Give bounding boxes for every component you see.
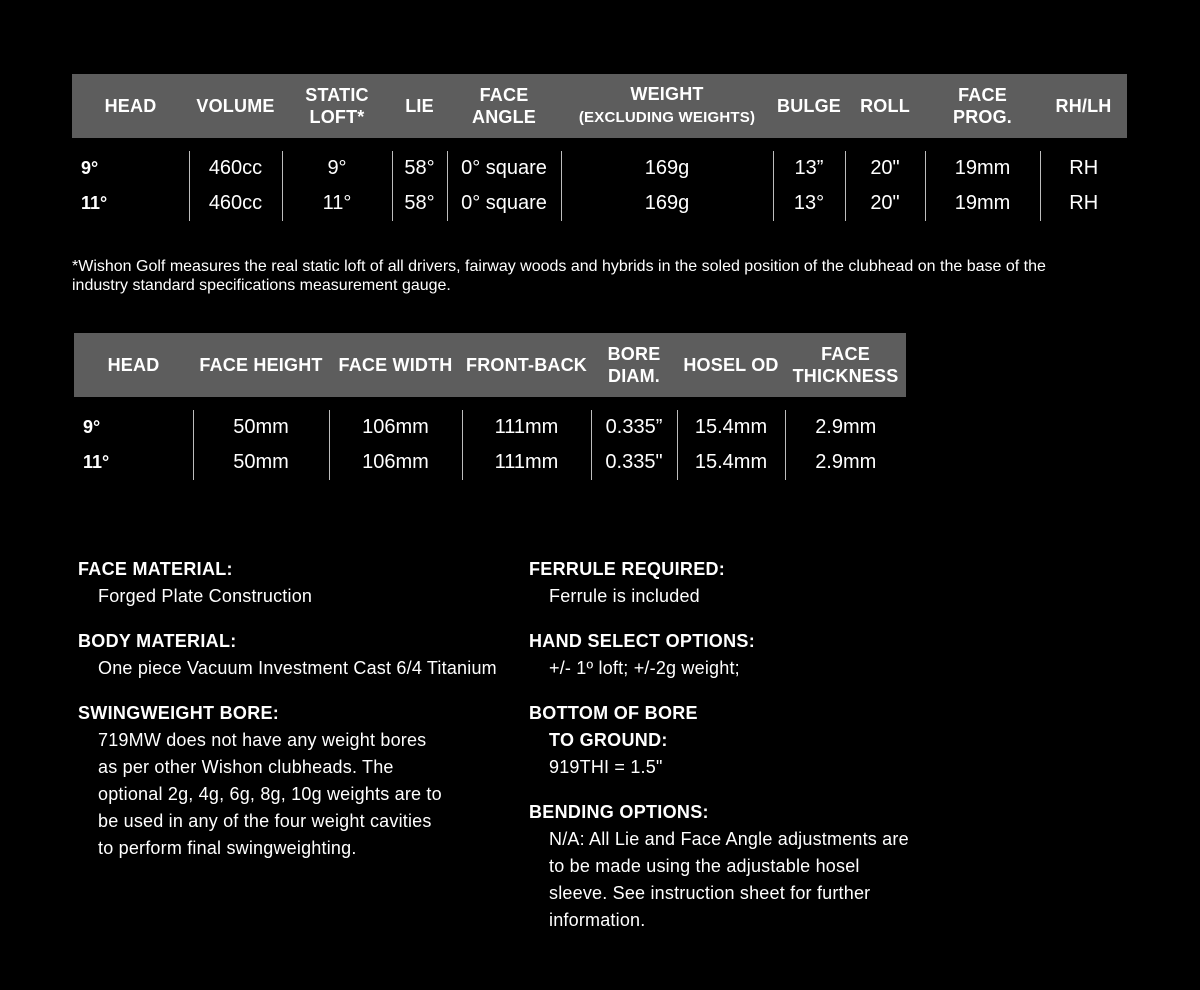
spec-title: BENDING OPTIONS: bbox=[529, 802, 709, 822]
header-face-width: FACE WIDTH bbox=[329, 333, 462, 397]
cell-face-angle: 0° square bbox=[447, 151, 561, 186]
spec-title: FACE MATERIAL: bbox=[78, 559, 233, 579]
spec-subtitle: TO GROUND: bbox=[549, 730, 668, 750]
cell-bulge: 13° bbox=[773, 186, 845, 221]
spec-body: One piece Vacuum Investment Cast 6/4 Titanium bbox=[98, 658, 497, 678]
cell-face-angle: 0° square bbox=[447, 186, 561, 221]
header-hosel-od: HOSEL OD bbox=[677, 333, 785, 397]
cell-head: 11° bbox=[83, 452, 110, 472]
header-face-height: FACE HEIGHT bbox=[193, 333, 329, 397]
cell-rh-lh: RH bbox=[1040, 151, 1127, 186]
cell-hosel-od: 15.4mm bbox=[677, 445, 785, 480]
cell-face-width: 106mm bbox=[329, 445, 462, 480]
table-header-row bbox=[74, 333, 906, 397]
spec-body: Forged Plate Construction bbox=[98, 586, 313, 606]
spec-ferrule-required bbox=[529, 556, 969, 610]
header-static-loft: STATIC LOFT* bbox=[282, 74, 392, 138]
spec-title: FERRULE REQUIRED: bbox=[529, 559, 726, 579]
cell-face-thickness: 2.9mm bbox=[785, 445, 906, 480]
header-volume: VOLUME bbox=[189, 74, 282, 138]
cell-bore-diameter: 0.335" bbox=[591, 445, 677, 480]
header-front-back: FRONT-BACK bbox=[462, 333, 591, 397]
spec-face-material bbox=[78, 556, 498, 610]
cell-volume: 460cc bbox=[189, 151, 282, 186]
spec-title: HAND SELECT OPTIONS: bbox=[529, 631, 756, 651]
cell-volume: 460cc bbox=[189, 186, 282, 221]
cell-bore-diameter: 0.335” bbox=[591, 410, 677, 445]
cell-roll: 20" bbox=[845, 186, 925, 221]
spec-body: 919THI = 1.5" bbox=[549, 757, 663, 777]
cell-face-width: 106mm bbox=[329, 410, 462, 445]
cell-face-height: 50mm bbox=[193, 445, 329, 480]
header-bore-diameter: BORE DIAM. bbox=[591, 333, 677, 397]
spec-title: BOTTOM OF BORE bbox=[529, 703, 698, 723]
header-face-progression: FACE PROG. bbox=[925, 74, 1040, 138]
cell-weight: 169g bbox=[561, 151, 773, 186]
header-bulge: BULGE bbox=[773, 74, 845, 138]
header-face-thickness: FACE THICKNESS bbox=[785, 333, 906, 397]
specs-column-right bbox=[529, 556, 969, 952]
cell-bulge: 13” bbox=[773, 151, 845, 186]
specs-column-left bbox=[78, 556, 498, 880]
cell-head: 9° bbox=[83, 417, 101, 437]
cell-weight: 169g bbox=[561, 186, 773, 221]
header-head: HEAD bbox=[74, 333, 193, 397]
spec-hand-select-options bbox=[529, 628, 969, 682]
cell-front-back: 111mm bbox=[462, 410, 591, 445]
header-weight: WEIGHT (EXCLUDING WEIGHTS) bbox=[561, 74, 773, 138]
spec-body: +/- 1º loft; +/-2g weight; bbox=[549, 658, 740, 678]
spec-title: BODY MATERIAL: bbox=[78, 631, 237, 651]
spec-body-material bbox=[78, 628, 498, 682]
spec-bending-options bbox=[529, 799, 969, 934]
cell-face-progression: 19mm bbox=[925, 151, 1040, 186]
spec-body: 719MW does not have any weight bores as per other Wishon clubheads. The optional 2g, 4g, 6g, 8g, 10g weights are to be used in any of the four weight cavities to perform final swingweighting. bbox=[98, 730, 442, 858]
specs-table-loft-lie bbox=[72, 74, 1127, 221]
spec-body: N/A: All Lie and Face Angle adjustments are to be made using the adjustable hosel sleeve. See instruction sheet for further information. bbox=[549, 829, 909, 930]
loft-footnote: *Wishon Golf measures the real static loft of all drivers, fairway woods and hybrids in the soled position of the clubhead on the base of the industry standard specifications measurement gauge. bbox=[72, 258, 1046, 294]
table-row bbox=[74, 445, 906, 480]
header-face-angle: FACE ANGLE bbox=[447, 74, 561, 138]
table-header-row bbox=[72, 74, 1127, 138]
cell-roll: 20" bbox=[845, 151, 925, 186]
table-row bbox=[72, 151, 1127, 186]
cell-lie: 58° bbox=[392, 151, 447, 186]
cell-static-loft: 9° bbox=[282, 151, 392, 186]
header-head: HEAD bbox=[72, 74, 189, 138]
cell-lie: 58° bbox=[392, 186, 447, 221]
cell-face-thickness: 2.9mm bbox=[785, 410, 906, 445]
cell-rh-lh: RH bbox=[1040, 186, 1127, 221]
spec-swingweight-bore bbox=[78, 700, 498, 862]
cell-head: 11° bbox=[81, 193, 108, 213]
cell-static-loft: 11° bbox=[282, 186, 392, 221]
cell-head: 9° bbox=[81, 158, 99, 178]
specs-table-dimensions bbox=[74, 333, 906, 480]
cell-face-progression: 19mm bbox=[925, 186, 1040, 221]
spec-bottom-of-bore bbox=[529, 700, 969, 781]
cell-hosel-od: 15.4mm bbox=[677, 410, 785, 445]
table-row bbox=[74, 410, 906, 445]
table-row bbox=[72, 186, 1127, 221]
header-roll: ROLL bbox=[845, 74, 925, 138]
spec-body: Ferrule is included bbox=[549, 586, 700, 606]
header-rh-lh: RH/LH bbox=[1040, 74, 1127, 138]
spec-title: SWINGWEIGHT BORE: bbox=[78, 703, 280, 723]
cell-front-back: 111mm bbox=[462, 445, 591, 480]
header-lie: LIE bbox=[392, 74, 447, 138]
cell-face-height: 50mm bbox=[193, 410, 329, 445]
